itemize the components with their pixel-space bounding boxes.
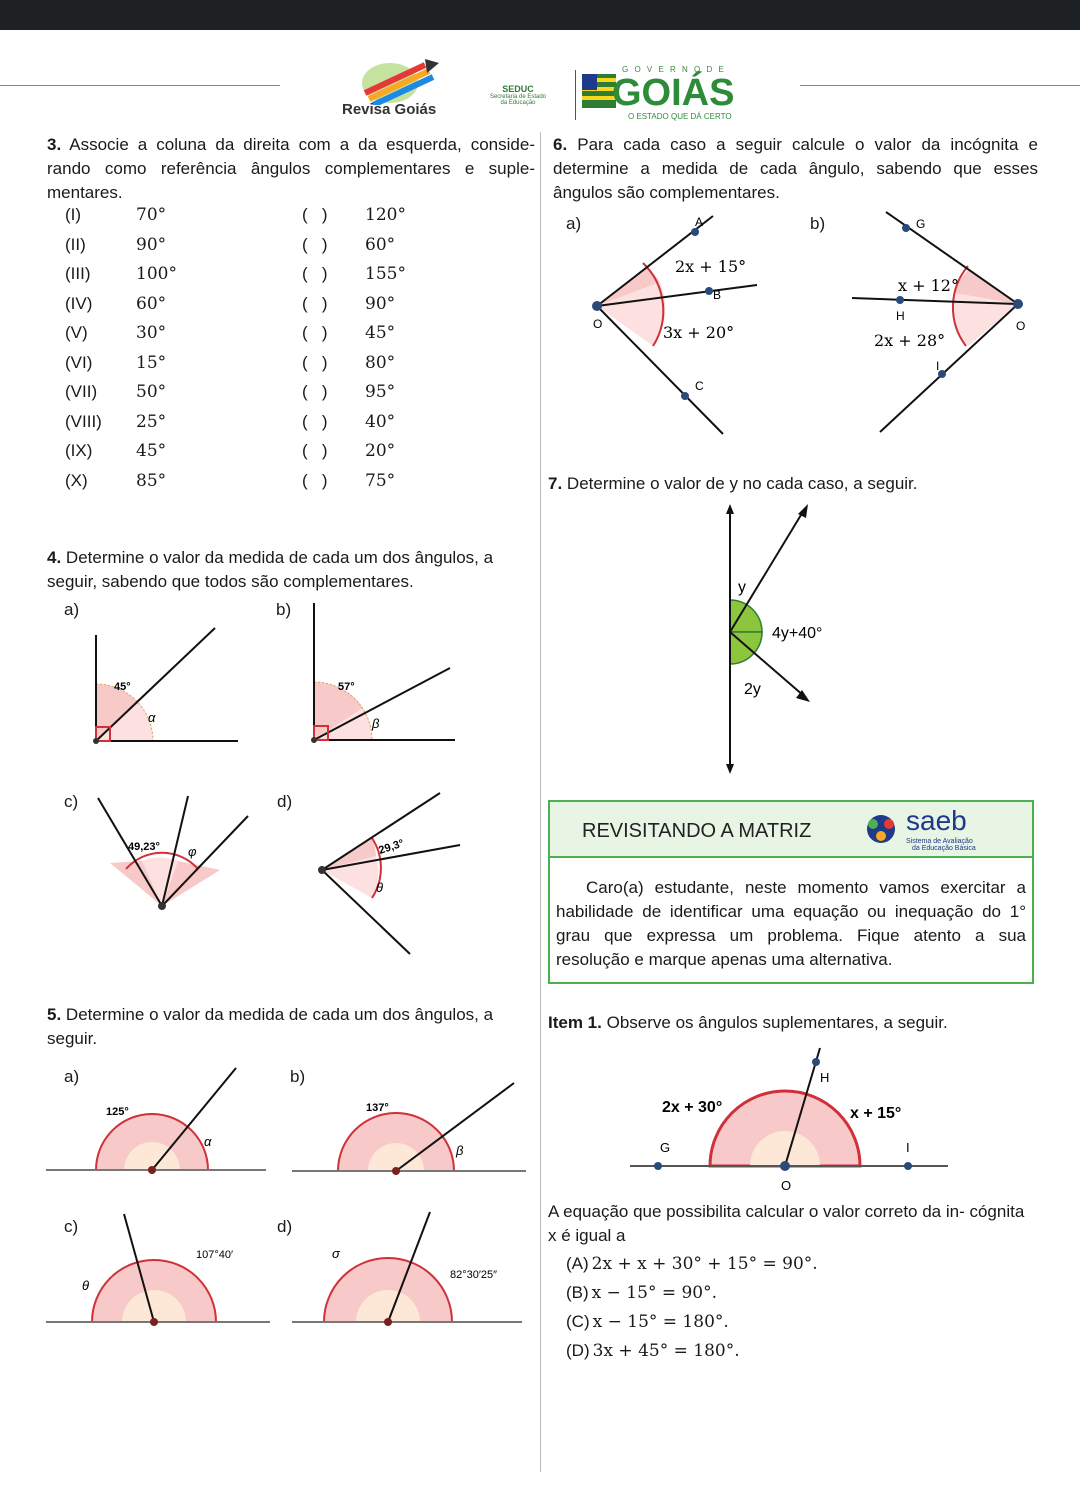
item1-figure — [610, 1040, 960, 1200]
q6a-point-a: A — [695, 215, 704, 229]
item1-option[interactable] — [566, 1310, 729, 1334]
q3-left-label: (IX) — [65, 441, 93, 460]
q6a-expr1: 2x + 15° — [675, 257, 747, 276]
column-divider — [540, 132, 541, 1472]
goias-flag-icon — [582, 74, 616, 108]
q4c-angle: 49,23° — [128, 841, 160, 853]
goias-label: GOIÁS — [612, 72, 735, 114]
q5c-figure — [44, 1210, 274, 1330]
q4c-figure — [90, 788, 250, 918]
q3-answer-slot[interactable]: ( ) — [302, 352, 328, 372]
q3-left-label: (V) — [65, 323, 88, 342]
q3-answer-slot[interactable]: ( ) — [302, 264, 328, 283]
saeb-logo: saeb — [906, 805, 967, 836]
q3-left-label: (X) — [65, 470, 88, 490]
top-bar — [0, 0, 1080, 30]
q3-left-value: 15° — [136, 352, 167, 373]
q4c-label: c) — [64, 792, 79, 811]
q6b-point-h: H — [896, 309, 905, 323]
q6-text: Para cada caso a seguir calcule o valor da incógnita e determine a medida de cada ângulo, sabendo que esses ângulos são complementares. — [553, 135, 1038, 202]
q3-statement — [47, 133, 535, 205]
q3-right-value: 60° — [365, 234, 396, 255]
option-letter: (D) — [566, 1341, 590, 1360]
q3-number: 3. — [47, 135, 62, 154]
gov-label: G O V E R N O D E — [622, 65, 726, 74]
q3-left-value: 50° — [136, 382, 167, 402]
goias-slogan: O ESTADO QUE DÁ CERTO — [628, 112, 732, 121]
q3-text: Associe a coluna da direita com a da esquerda, conside- rando como referência ângulos complementares e suple- mentares. — [47, 135, 535, 202]
q3-answer-slot[interactable]: ( ) — [302, 323, 328, 342]
q3-left-value: 30° — [136, 323, 167, 343]
q3-right-value: 120° — [365, 205, 406, 225]
q3-left-value: 25° — [136, 411, 167, 432]
option-letter: (C) — [566, 1312, 590, 1331]
q3-answer-slot[interactable]: ( ) — [302, 411, 328, 431]
header-rule-left — [0, 85, 280, 86]
q5a-angle: 125° — [106, 1106, 129, 1118]
q5a-label: a) — [64, 1067, 80, 1086]
q3-right-value: 155° — [365, 264, 406, 284]
q4a-unknown: α — [148, 710, 156, 725]
q5c-angle: 107°40′ — [196, 1249, 234, 1261]
saeb-logo-sub1: Sistema de Avaliação — [906, 838, 973, 845]
seduc-label: SEDUC — [502, 84, 534, 94]
q3-right-value: 95° — [365, 382, 396, 402]
q4d-angle: 29,3° — [377, 837, 406, 857]
option-letter: (A) — [566, 1254, 589, 1273]
q4-number: 4. — [47, 548, 62, 567]
item1-option[interactable] — [566, 1281, 717, 1305]
q4b-label: b) — [276, 600, 292, 619]
q6b-point-i: I — [936, 359, 940, 373]
q3-left-label: (VII) — [65, 382, 98, 401]
q5d-label: d) — [277, 1217, 293, 1236]
q5-statement — [47, 1003, 537, 1051]
q5c-label: c) — [64, 1217, 79, 1236]
q3-left-label: (I) — [65, 205, 82, 224]
q6b-point-g: G — [916, 217, 926, 231]
item1-expr2: x + 15° — [850, 1105, 902, 1122]
q3-left-label: (IV) — [65, 293, 93, 313]
q3-left-value: 45° — [136, 441, 167, 461]
q6a-label: a) — [566, 214, 582, 233]
item1-statement — [548, 1011, 1033, 1035]
item1-option[interactable] — [566, 1252, 818, 1276]
saeb-title: REVISITANDO A MATRIZ — [582, 820, 812, 842]
q3-answer-slot[interactable]: ( ) — [302, 382, 328, 401]
q3-right-value: 20° — [365, 441, 396, 461]
q5d-angle: 82°30′25″ — [450, 1269, 498, 1281]
q4-statement — [47, 546, 537, 594]
q7-y: y — [738, 579, 746, 596]
q6a-figure — [585, 208, 785, 440]
option-text: x − 15° = 90°. — [591, 1283, 718, 1303]
q5a-unknown: α — [204, 1134, 212, 1149]
item1-point-i: I — [906, 1140, 910, 1155]
q3-answer-slot[interactable]: ( ) — [302, 470, 328, 490]
item1-option[interactable] — [566, 1339, 740, 1363]
q4-text: Determine o valor da medida de cada um dos ângulos, a seguir, sabendo que todos são complementares. — [47, 548, 494, 591]
q5a-figure — [44, 1060, 274, 1180]
q3-right-value: 80° — [365, 352, 396, 373]
q6b-expr1: x + 12° — [898, 276, 959, 295]
option-letter: (B) — [566, 1283, 589, 1302]
q6b-figure — [830, 208, 1040, 440]
q5-number: 5. — [47, 1005, 62, 1024]
revisa-logo-icon — [355, 55, 445, 105]
saeb-logo-sub2: da Educação Básica — [912, 845, 976, 852]
q6a-point-c: C — [695, 379, 704, 393]
q4d-figure — [310, 788, 470, 960]
q3-left-value: 85° — [136, 470, 167, 491]
q3-answer-slot[interactable]: ( ) — [302, 441, 328, 460]
q7-number: 7. — [548, 474, 563, 493]
q4b-angle: 57° — [338, 681, 355, 693]
q6-number: 6. — [553, 135, 568, 154]
q5-text: Determine o valor da medida de cada um dos ângulos, a seguir. — [47, 1005, 494, 1048]
option-text: 2x + x + 30° + 15° = 90°. — [591, 1254, 818, 1274]
q5b-figure — [290, 1075, 530, 1180]
q6b-label: b) — [810, 214, 826, 233]
item1-point-h: H — [820, 1070, 830, 1085]
item1-number: Item 1. — [548, 1013, 602, 1032]
q4d-label: d) — [277, 792, 293, 811]
q6-statement — [553, 133, 1038, 205]
q3-answer-slot[interactable]: ( ) — [302, 234, 328, 254]
q6a-point-o: O — [593, 317, 603, 331]
seduc-sub1: Secretaria de Estado — [489, 94, 547, 100]
item1-question: A equação que possibilita calcular o valor correto da in- cógnita x é igual a — [548, 1202, 1025, 1245]
header-divider — [575, 70, 576, 120]
q4b-figure — [300, 598, 470, 748]
option-text: 3x + 45° = 180°. — [592, 1341, 740, 1361]
q7-text: Determine o valor de y no cada caso, a seguir. — [566, 474, 918, 493]
q5b-label: b) — [290, 1067, 306, 1086]
q3-answer-slot[interactable]: ( ) — [302, 293, 328, 313]
q3-answer-slot[interactable]: ( ) — [302, 205, 328, 224]
q3-left-label: (II) — [65, 234, 86, 254]
q7-statement — [548, 472, 1038, 496]
header-rule-right — [800, 85, 1080, 86]
q3-right-value: 75° — [365, 470, 396, 491]
q4d-unknown: θ — [376, 880, 384, 895]
saeb-body: Caro(a) estudante, neste momento vamos exercitar a habilidade de identificar uma equação ou inequação do 1° grau que expressa um problema. Fique atento a sua resolução e marque apenas uma alternativa. — [556, 878, 1026, 969]
q5b-angle: 137° — [366, 1102, 389, 1114]
q4c-unknown: φ — [188, 844, 197, 859]
q5b-unknown: β — [456, 1143, 464, 1158]
q7-figure — [700, 500, 860, 775]
q6a-expr2: 3x + 20° — [663, 323, 735, 342]
q4b-unknown: β — [372, 716, 380, 731]
item1-text: Observe os ângulos suplementares, a seguir. — [606, 1013, 948, 1032]
q3-right-value: 90° — [365, 293, 396, 314]
option-text: x − 15° = 180°. — [592, 1312, 729, 1332]
q3-right-value: 40° — [365, 411, 396, 432]
q4a-label: a) — [64, 600, 80, 619]
item1-expr1: 2x + 30° — [662, 1099, 723, 1116]
q5d-unknown: σ — [332, 1246, 340, 1261]
q3-left-label: (VI) — [65, 352, 93, 372]
q4a-figure — [80, 610, 250, 750]
q7-expr: 4y+40° — [772, 625, 823, 642]
q5c-unknown: θ — [82, 1278, 90, 1293]
q3-left-value: 70° — [136, 205, 167, 225]
q3-left-value: 90° — [136, 234, 167, 255]
q3-left-label: (III) — [65, 264, 91, 283]
q3-left-label: (VIII) — [65, 411, 102, 431]
seduc-sub2: da Educação — [500, 100, 536, 106]
q6b-point-o: O — [1016, 319, 1026, 333]
item1-point-o: O — [781, 1178, 792, 1193]
q3-left-value: 60° — [136, 293, 167, 314]
saeb-header — [550, 802, 1032, 858]
q3-right-value: 45° — [365, 323, 396, 343]
q7-2y: 2y — [744, 681, 761, 698]
saeb-logo-icon — [862, 812, 900, 846]
item1-point-g: G — [660, 1140, 671, 1155]
q3-left-value: 100° — [136, 264, 177, 284]
q6b-expr2: 2x + 28° — [874, 331, 946, 350]
revisa-label: Revisa Goiás — [342, 101, 437, 118]
q5d-figure — [290, 1210, 530, 1330]
q6a-point-b: B — [713, 288, 722, 302]
saeb-box — [548, 800, 1034, 984]
q4a-angle: 45° — [114, 681, 131, 693]
